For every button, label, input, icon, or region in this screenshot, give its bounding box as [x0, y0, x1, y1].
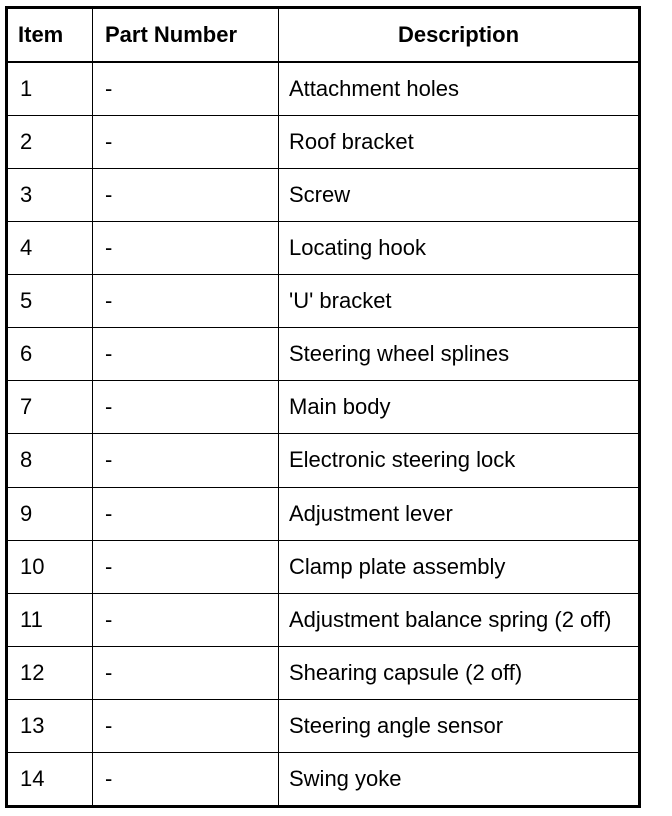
part-number-cell: - [93, 752, 279, 806]
header-item: Item [7, 8, 93, 63]
table-row [7, 381, 640, 434]
header-row [7, 8, 640, 63]
table-row [7, 169, 640, 222]
item-cell: 6 [7, 328, 93, 381]
table-row [7, 646, 640, 699]
table-row [7, 699, 640, 752]
item-cell: 13 [7, 699, 93, 752]
table-row [7, 222, 640, 275]
description-cell: Shearing capsule (2 off) [279, 646, 640, 699]
description-cell: Screw [279, 169, 640, 222]
item-cell: 11 [7, 593, 93, 646]
part-number-cell: - [93, 169, 279, 222]
table-header [7, 8, 640, 63]
table-row [7, 275, 640, 328]
item-cell: 10 [7, 540, 93, 593]
table-body [7, 62, 640, 807]
table-row [7, 540, 640, 593]
table-row [7, 434, 640, 487]
part-number-cell: - [93, 699, 279, 752]
description-cell: Steering wheel splines [279, 328, 640, 381]
description-cell: Steering angle sensor [279, 699, 640, 752]
part-number-cell: - [93, 116, 279, 169]
header-part-number: Part Number [93, 8, 279, 63]
description-cell: Electronic steering lock [279, 434, 640, 487]
item-cell: 7 [7, 381, 93, 434]
part-number-cell: - [93, 328, 279, 381]
part-number-cell: - [93, 540, 279, 593]
description-cell: Adjustment lever [279, 487, 640, 540]
part-number-cell: - [93, 62, 279, 116]
item-cell: 8 [7, 434, 93, 487]
part-number-cell: - [93, 487, 279, 540]
table-row [7, 752, 640, 806]
description-cell: Clamp plate assembly [279, 540, 640, 593]
item-cell: 5 [7, 275, 93, 328]
parts-table [5, 6, 641, 808]
description-cell: Locating hook [279, 222, 640, 275]
part-number-cell: - [93, 593, 279, 646]
table-row [7, 593, 640, 646]
table-row [7, 328, 640, 381]
description-cell: Roof bracket [279, 116, 640, 169]
part-number-cell: - [93, 434, 279, 487]
part-number-cell: - [93, 275, 279, 328]
description-cell: Swing yoke [279, 752, 640, 806]
part-number-cell: - [93, 222, 279, 275]
item-cell: 12 [7, 646, 93, 699]
item-cell: 4 [7, 222, 93, 275]
description-cell: Adjustment balance spring (2 off) [279, 593, 640, 646]
part-number-cell: - [93, 381, 279, 434]
item-cell: 9 [7, 487, 93, 540]
header-description: Description [279, 8, 640, 63]
item-cell: 2 [7, 116, 93, 169]
description-cell: Attachment holes [279, 62, 640, 116]
table-row [7, 62, 640, 116]
item-cell: 3 [7, 169, 93, 222]
part-number-cell: - [93, 646, 279, 699]
item-cell: 14 [7, 752, 93, 806]
description-cell: 'U' bracket [279, 275, 640, 328]
item-cell: 1 [7, 62, 93, 116]
table-row [7, 116, 640, 169]
description-cell: Main body [279, 381, 640, 434]
table-row [7, 487, 640, 540]
